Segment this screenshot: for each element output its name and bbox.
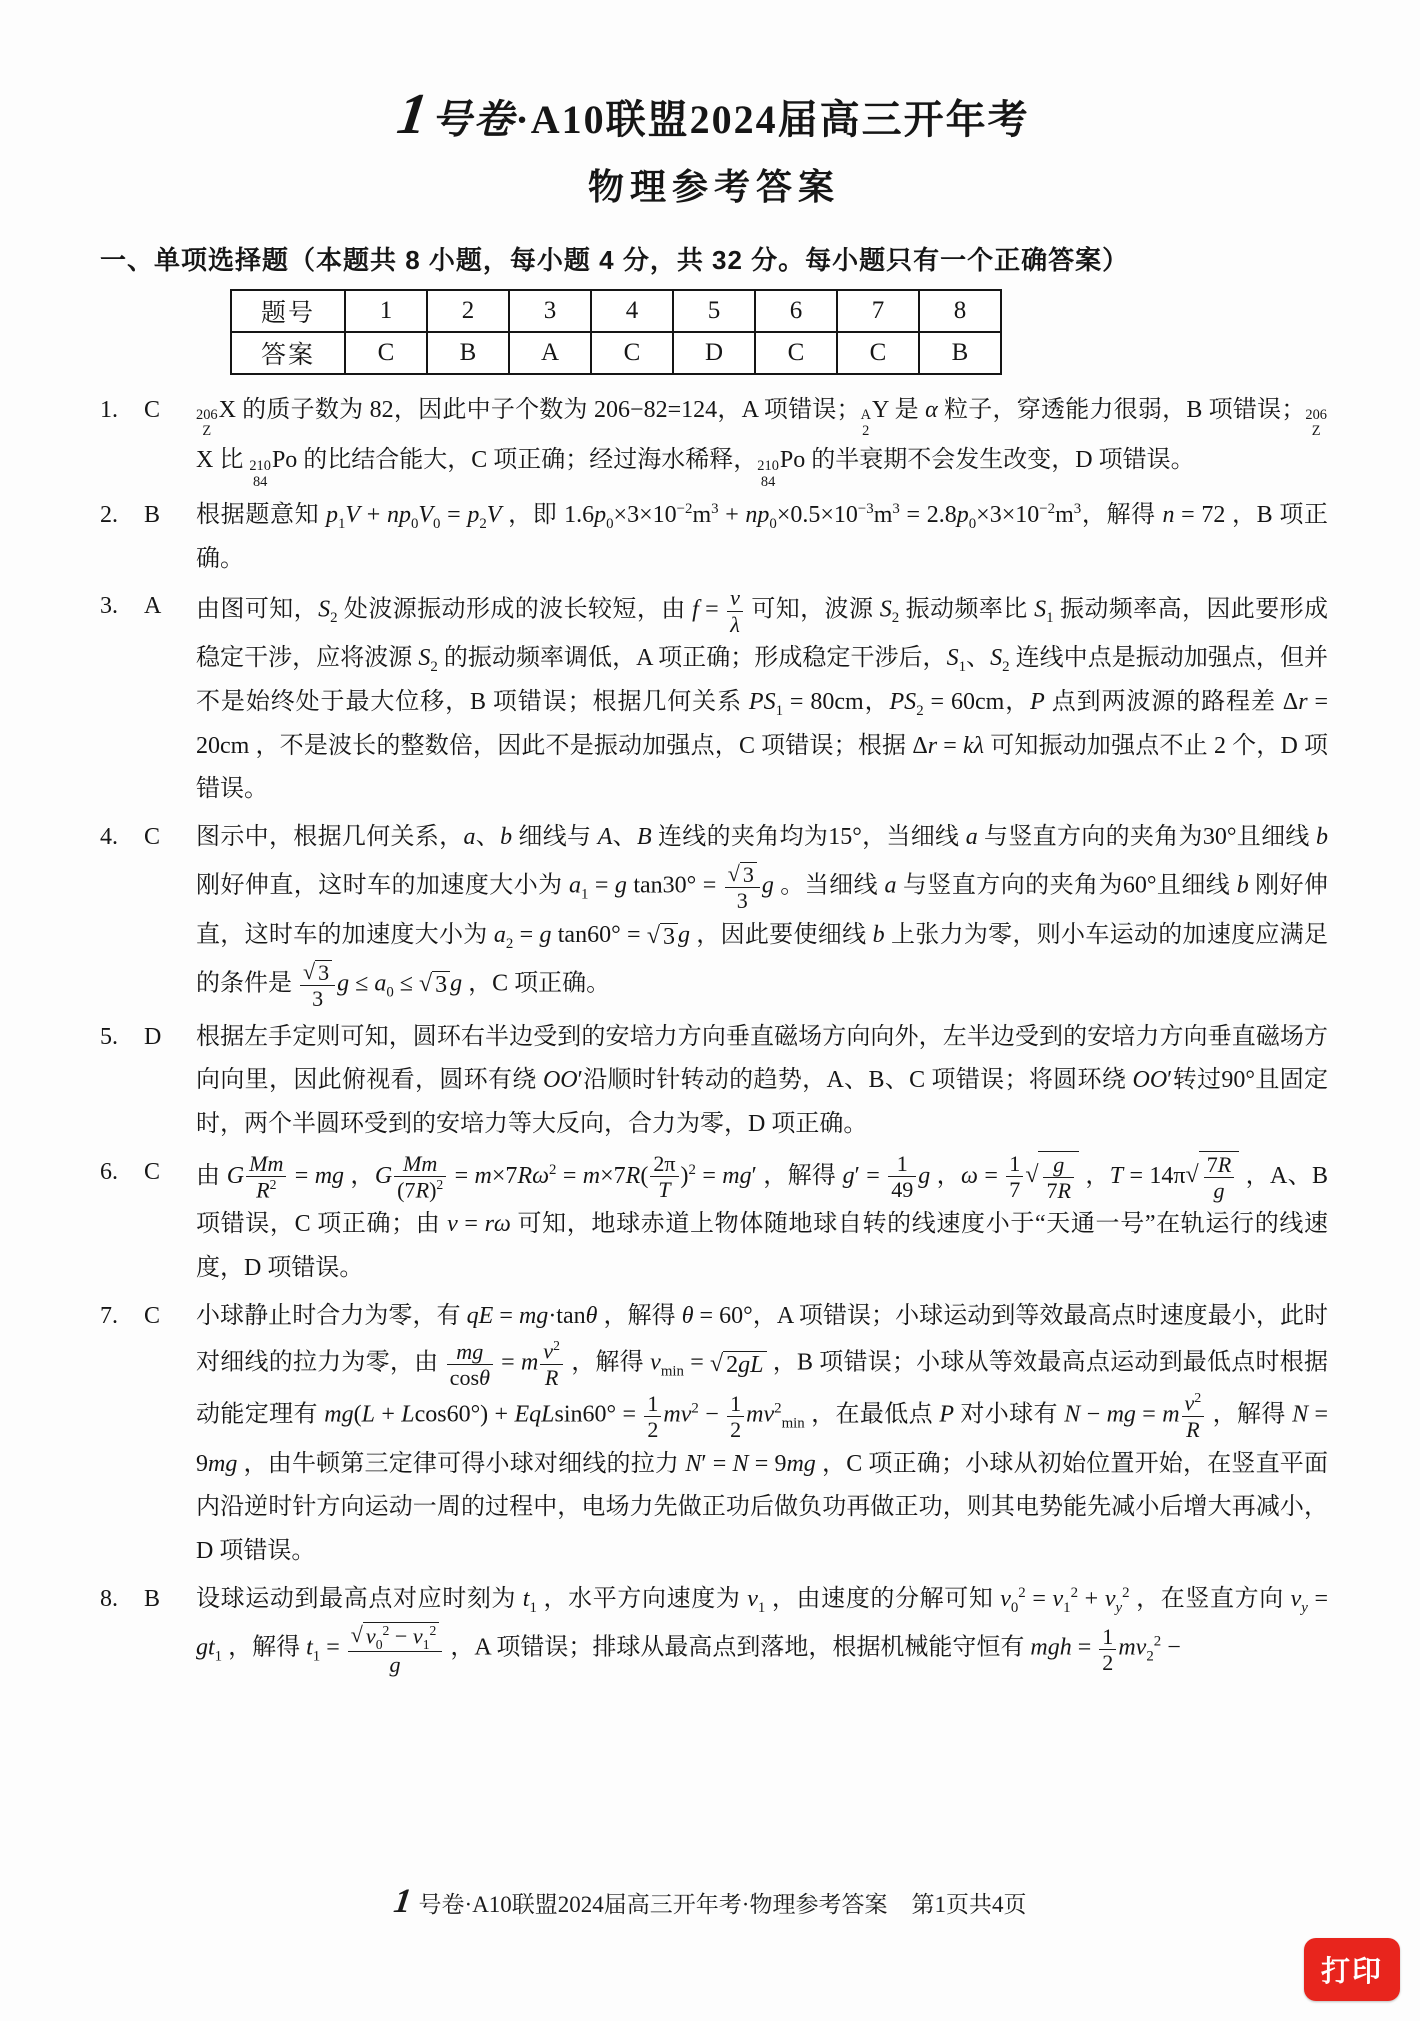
page-title: 1号卷·A10联盟2024届高三开年考	[393, 81, 1030, 146]
table-cell: 5	[673, 290, 755, 332]
item-answer: C	[144, 824, 161, 851]
table-cell: B	[427, 332, 509, 374]
explanation-list	[100, 389, 1328, 1678]
answer-table	[230, 289, 1002, 375]
item-answer: B	[144, 501, 161, 528]
table-cell: A	[509, 332, 591, 374]
item-answer: C	[144, 1158, 161, 1185]
item-number: 6.	[100, 1158, 118, 1185]
table-cell: 6	[755, 290, 837, 332]
answer-item-1	[100, 389, 1328, 490]
answer-item-4	[100, 816, 1328, 1011]
item-explanation: 由 G $\frac{Mm}{R^2}$ = mg ，G $\frac{Mm}{(7R)^2}$ = $m\times 7R\omega^2 = m\times 7R$( $\frac{2\pi}{T}$ )$^2$ = mg′ ，解得 g′ = $\frac{1}{49}$ g ，ω = $\frac{1}{7}$ √ $\frac{g}{7R}$ ，T = 14π√ $\frac{7R}{g}$ ，A、B 项错误，C 项正确；由 v = rω 可知，地球赤道上物体随地球自转的线速度小于“天通一号”在轨运行的线速度，D 项错误。	[196, 1150, 1329, 1282]
table-cell: B	[919, 332, 1001, 374]
item-number: 7.	[100, 1302, 118, 1329]
item-answer: D	[144, 1023, 162, 1050]
item-number: 4.	[100, 824, 118, 851]
table-cell: 4	[591, 290, 673, 332]
print-button-label: 打印	[1320, 1956, 1383, 1988]
table-cell: 8	[919, 290, 1001, 332]
page-number: 第1页共4页	[911, 1892, 1027, 1917]
item-number: 1.	[100, 397, 118, 423]
answer-item-7	[100, 1295, 1328, 1574]
table-cell: C	[591, 332, 673, 374]
print-button[interactable]	[1304, 1938, 1400, 2001]
item-explanation: 206 Z X 的质子数为 82，因此中子个数为 206−82=124，A 项错误； A 2 Y 是 α 粒子，穿透能力很弱，B 项错误； 206 Z X 比 210 84 Po 的比结合能大，C 项正确；经过海水稀释， 210 84 Po 的半衰期不会发生改变，D 项错误。	[196, 397, 1327, 490]
brand-name: 号卷	[431, 97, 516, 142]
item-number: 5.	[100, 1023, 118, 1050]
table-row-numbers	[231, 290, 1001, 332]
footer-text: 号卷·A10联盟2024届高三开年考·物理参考答案	[418, 1892, 888, 1917]
answer-item-8	[100, 1578, 1328, 1678]
item-explanation: 根据题意知 $p_1V + np_0V_0 = p_2V$ ，即 $1.6p_0\times 3\times 10^{-2}m^3 + np_0\times 0.5\times 10^{-3}m^3 = 2.8p_0\times 3\times 10^{-2}m^3$，解得 n = 72 ，B 项正确。	[196, 500, 1328, 572]
page-subtitle: 物理参考答案	[587, 167, 840, 207]
table-row-answers	[231, 332, 1001, 374]
item-number: 3.	[100, 593, 118, 620]
item-explanation: 由图可知，$S_2$ 处波源振动形成的波长较短，由 f = $\frac{v}{\lambda}$ 可知，波源 $S_2$ 振动频率比 $S_1$ 振动频率高，因此要形成稳定干涉，应将波源 $S_2$ 的振动频率调低，A 项正确；形成稳定干涉后，$S_1$、$S_2$ 连线中点是振动加强点，但并不是始终处于最大位移，B 项错误；根据几何关系 $PS_1 = 80cm$，$PS_2 = 60cm$，P 点到两波源的路程差 Δr = 20cm ，不是波长的整数倍，因此不是振动加强点，C 项错误；根据 Δr = kλ 可知振动加强点不止 2 个，D 项错误。	[196, 585, 1329, 803]
item-explanation: 小球静止时合力为零，有 qE = mg·tanθ ，解得 θ = 60°，A 项错误；小球运动到等效最高点时速度最小，此时对细线的拉力为零，由 $\frac{mg}{\cos\theta}$ = m $\frac{v^2}{R}$ ，解得 $v_{min}$ = √ 2gL ，B 项错误；小球从等效最高点运动到最低点时根据动能定理有 mg(L + Lcos60°) + EqLsin60° = $\frac{1}{2}$ $mv^2$ − $\frac{1}{2}$ $mv^2_{min}$ ，在最低点 P 对小球有 N − mg = m $\frac{v^2}{R}$ ，解得 N = 9mg ，由牛顿第三定律可得小球对细线的拉力 N′ = N = 9mg ，C 项正确；小球从初始位置开始，在竖直平面内沿逆时针方向运动一周的过程中，电场力先做正功后做负功再做正功，则其电势能先减小后增大再减小，D 项错误。	[196, 1302, 1329, 1564]
section-heading: 一、单项选择题（本题共 8 小题，每小题 4 分，共 32 分。每小题只有一个正确答案）	[100, 245, 1130, 275]
title-text: ·A10联盟2024届高三开年考	[515, 97, 1030, 142]
table-cell: 7	[837, 290, 919, 332]
table-cell: C	[837, 332, 919, 374]
table-header-answer: 答案	[231, 332, 345, 374]
answer-item-5	[100, 1016, 1328, 1147]
answer-item-2	[100, 494, 1328, 582]
item-answer: C	[144, 1302, 161, 1329]
answer-item-3	[100, 585, 1328, 812]
item-answer: A	[144, 593, 162, 620]
item-number: 2.	[100, 501, 118, 528]
item-explanation: 设球运动到最高点对应时刻为 $t_1$ ，水平方向速度为 $v_1$ ，由速度的分解可知 $v_0^2 = v_1^2 + v_y^2$ ，在竖直方向 $v_y = gt_1$ ，解得 $t_1$ = $\frac{√ v_0^2 - v_1^2}{g}$ ，A 项错误；排球从最高点到落地，根据机械能守恒有 mgh = $\frac{1}{2}$ $mv_2^2$ −	[196, 1584, 1329, 1678]
table-cell: 2	[427, 290, 509, 332]
answer-item-6	[100, 1151, 1328, 1291]
table-header-number: 题号	[231, 290, 345, 332]
table-cell: D	[673, 332, 755, 374]
page-footer: 1 号卷·A10联盟2024届高三开年考·物理参考答案 第1页共4页	[391, 1883, 1027, 1920]
table-cell: C	[345, 332, 427, 374]
item-explanation: 根据左手定则可知，圆环右半边受到的安培力方向垂直磁场方向向外，左半边受到的安培力方向垂直磁场方向向里，因此俯视看，圆环有绕 OO′沿顺时针转动的趋势，A、B、C 项错误；将圆环绕 OO′转过90°且固定时，两个半圆环受到的安培力等大反向，合力为零，D 项正确。	[196, 1023, 1328, 1137]
table-cell: C	[755, 332, 837, 374]
item-answer: C	[144, 397, 161, 423]
item-answer: B	[144, 1585, 161, 1612]
table-cell: 1	[345, 290, 427, 332]
item-number: 8.	[100, 1585, 118, 1612]
table-cell: 3	[509, 290, 591, 332]
item-explanation: 图示中，根据几何关系，a、b 细线与 A、B 连线的夹角均为15°，当细线 a 与竖直方向的夹角为30°且细线 b 刚好伸直，这时车的加速度大小为 $a_1 = g$ tan30° = $\frac{√ 3}{3}$ g 。当细线 a 与竖直方向的夹角为60°且细线 b 刚好伸直，这时车的加速度大小为 $a_2 = g$ tan60° = √ 3 g ，因此要使细线 b 上张力为零，则小车运动的加速度应满足的条件是 $\frac{√ 3}{3}$ $g \le a_0$ ≤ √ 3 g ，C 项正确。	[196, 824, 1329, 1012]
